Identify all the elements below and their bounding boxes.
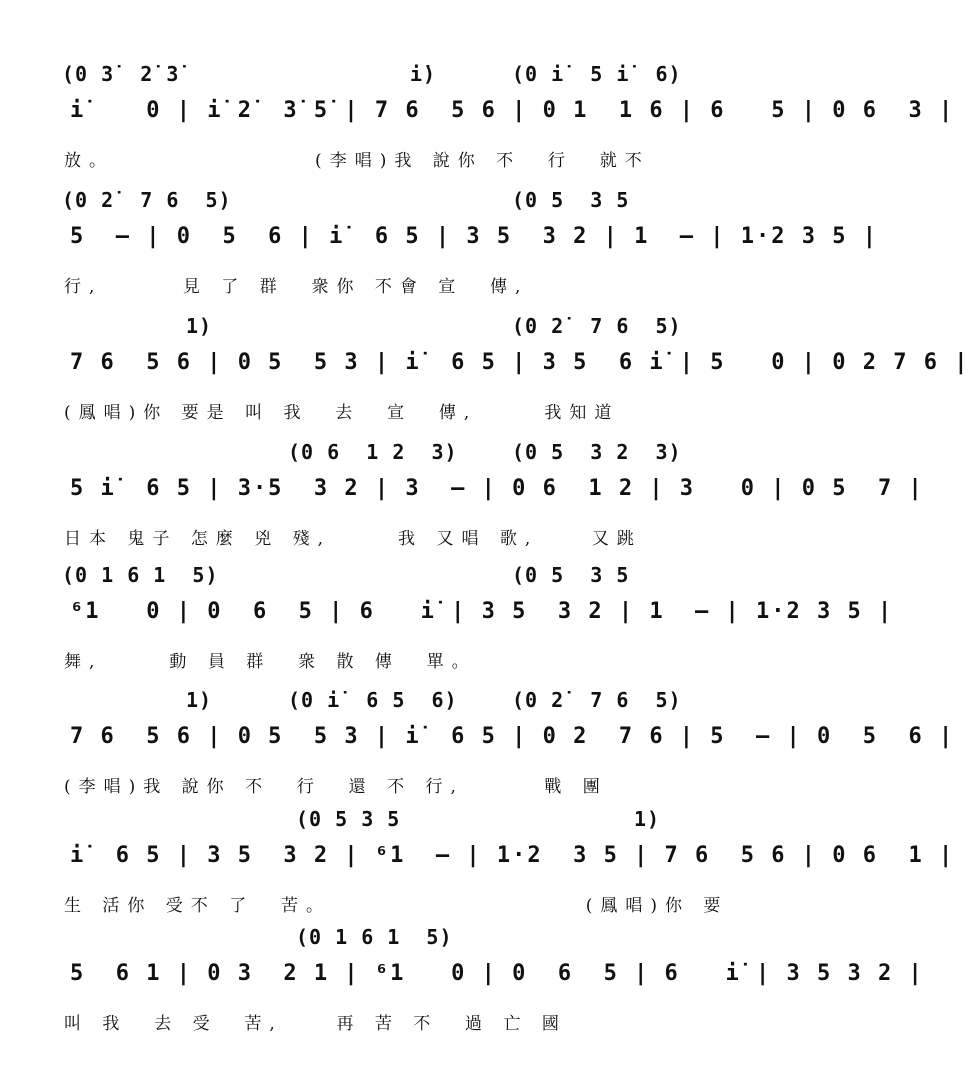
- accompaniment-phrase: (0 2̇ 7 6 5): [62, 188, 232, 212]
- score-system-6: [0, 688, 955, 818]
- lyrics-line: 舞, 動 員 群 衆 散 傳 單。: [64, 652, 477, 672]
- accompaniment-phrase: (0 2̇ 7 6 5): [512, 688, 682, 712]
- accompaniment-phrase: (0 5 3 2 3): [512, 440, 682, 464]
- score-system-8: [0, 925, 924, 1055]
- melody-line: 5 i̇ 6 5 | 3·5 3 2 | 3 — | 0 6 1 2 | 3 0 | 0 5 7 |: [70, 476, 924, 501]
- accompaniment-phrase: (0 i̇ 5 i̇ 6): [512, 62, 682, 86]
- lyrics-line: 叫 我 去 受 苦, 再 苦 不 過 亡 國: [64, 1014, 567, 1034]
- accompaniment-phrase: 1): [186, 688, 213, 712]
- accompaniment-phrase: (0 6 1 2 3): [288, 440, 458, 464]
- accompaniment-phrase: (0 2̇ 7 6 5): [512, 314, 682, 338]
- lyrics-line: 行, 見 了 群 衆你 不會 宣 傳,: [64, 277, 529, 297]
- lyrics-line: 生 活你 受不 了 苦。 (鳳唱)你 要: [64, 896, 729, 916]
- score-system-7: [0, 807, 955, 937]
- score-system-3: [0, 314, 969, 444]
- accompaniment-phrase: (0 3̇ 2̇ 3̇: [62, 62, 180, 86]
- accompaniment-phrase: (0 1 6 1 5): [62, 563, 219, 587]
- melody-line: 7 6 5 6 | 0 5 5 3 | i̇ 6 5 | 0 2 7 6 | 5 — | 0 5 6 |: [70, 724, 955, 749]
- accompaniment-phrase: (0 5 3 5: [512, 188, 630, 212]
- accompaniment-phrase: (0 5 3 5: [296, 807, 401, 831]
- melody-line: 7 6 5 6 | 0 5 5 3 | i̇ 6 5 | 3 5 6 i̇ | 5 0 | 0 2 7 6 |: [70, 350, 969, 375]
- accompaniment-phrase: (0 i̇ 6 5 6): [288, 688, 458, 712]
- melody-line: i̇ 0 | i̇ 2̇ 3̇ 5̇ | 7 6 5 6 | 0 1 1 6 | 6 5 | 0 6 3 |: [70, 98, 955, 123]
- score-system-5: [0, 563, 894, 693]
- melody-line: ⁶1 0 | 0 6 5 | 6 i̇ | 3 5 3 2 | 1 — | 1·2 3 5 |: [70, 599, 894, 624]
- accompaniment-phrase: (0 5 3 5: [512, 563, 630, 587]
- melody-line: 5 6 1 | 0 3 2 1 | ⁶1 0 | 0 6 5 | 6 i̇ | 3 5 3 2 |: [70, 961, 924, 986]
- lyrics-line: 放。 (李唱)我 說你 不 行 就不: [64, 151, 650, 171]
- score-system-1: [0, 62, 955, 192]
- accompaniment-phrase: i̇): [410, 62, 437, 86]
- score-system-4: [0, 440, 924, 570]
- melody-line: i̇ 6 5 | 3 5 3 2 | ⁶1 — | 1·2 3 5 | 7 6 5 6 | 0 6 1 |: [70, 843, 955, 868]
- accompaniment-phrase: 1): [634, 807, 661, 831]
- accompaniment-phrase: 1): [186, 314, 213, 338]
- accompaniment-phrase: (0 1 6 1 5): [296, 925, 453, 949]
- lyrics-line: (李唱)我 說你 不 行 還 不 行, 戰 團: [64, 777, 608, 797]
- melody-line: 5 — | 0 5 6 | i̇ 6 5 | 3 5 3 2 | 1 — | 1·2 3 5 |: [70, 224, 878, 249]
- lyrics-line: 日本 鬼子 怎麼 兇 殘, 我 又唱 歌, 又跳: [64, 529, 642, 549]
- lyrics-line: (鳳唱)你 要是 叫 我 去 宣 傳, 我知道: [64, 403, 620, 423]
- score-system-2: [0, 188, 878, 318]
